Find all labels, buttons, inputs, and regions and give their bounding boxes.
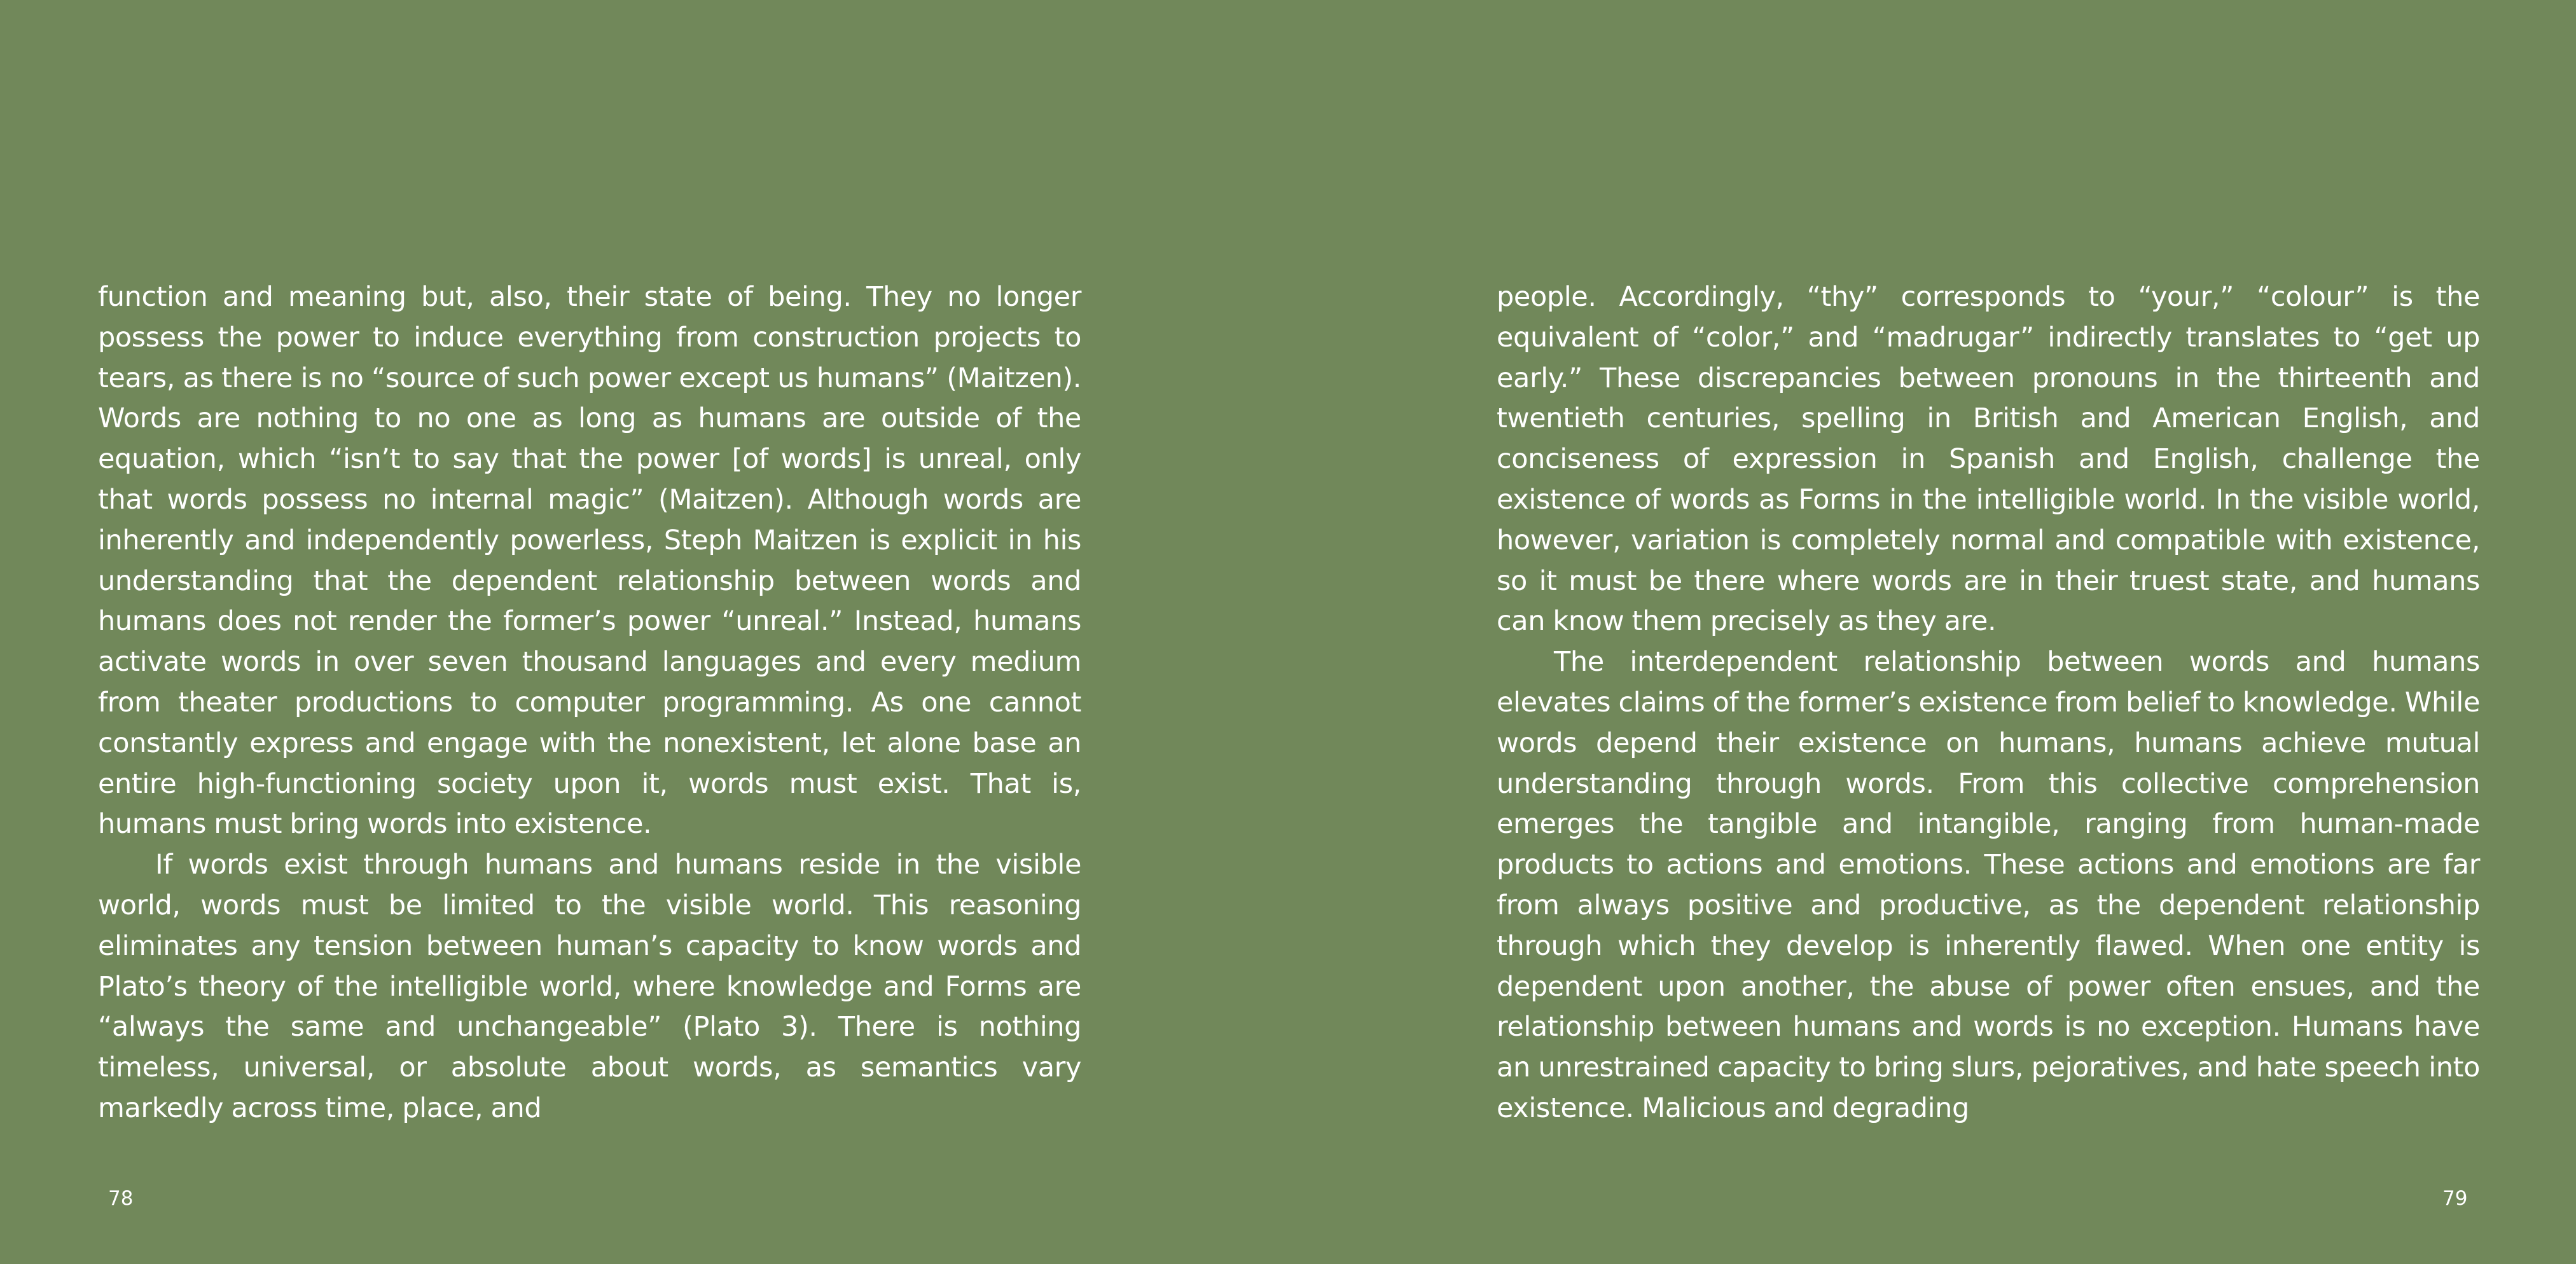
left-page-body: [98, 277, 1081, 1129]
paragraph: The interdependent relationship between words and humans elevates claims of the former’s existence from belief to knowledge. While words depend their existence on humans, humans achieve mutual understanding through words. From this collective comprehension emerges the tangible and intangible, ranging from human-made products to actions and emotions. These actions and emotions are far from always positive and productive, as the dependent relationship through which they develop is inherently flawed. When one entity is dependent upon another, the abuse of power often ensues, and the relationship between humans and words is no exception. Humans have an unrestrained capacity to bring slurs, pejoratives, and hate speech into existence. Malicious and degrading: [1497, 646, 2481, 1124]
page-number: 78: [108, 1187, 134, 1210]
page-number: 79: [2442, 1187, 2468, 1210]
right-page-body: [1497, 277, 2480, 1129]
paragraph: function and meaning but, also, their state of being. They no longer possess the power to induce everything from construction projects to tears, as there is no “source of such power except us humans” (Maitzen). Words are nothing to no one as long as humans are outside of the equation, which “isn’t to say that the power [of words] is unreal, only that words possess no internal magic” (Maitzen). Although words are inherently and independently powerless, Steph Maitzen is explicit in his understanding that the dependent relationship between words and humans does not render the former’s power “unreal.” Instead, humans activate words in over seven thousand languages and every medium from theater productions to computer programming. As one cannot constantly express and engage with the nonexistent, let alone base an entire high-functioning society upon it, words must exist. That is, humans must bring words into existence.: [98, 281, 1081, 841]
paragraph: If words exist through humans and humans reside in the visible world, words must be limited to the visible world. This reasoning eliminates any tension between human’s capacity to know words and Plato’s theory of the intelligible world, where knowledge and Forms are “always the same and unchangeable” (Plato 3). There is nothing timeless, universal, or absolute about words, as semantics vary markedly across time, place, and: [98, 849, 1081, 1124]
right-page: [1288, 0, 2576, 1264]
paragraph: people. Accordingly, “thy” corresponds to “your,” “colour” is the equivalent of “color,” and “madrugar” indirectly translates to “get up early.” These discrepancies between pronouns in the thirteenth and twentieth centuries, spelling in British and American English, and conciseness of expression in Spanish and English, challenge the existence of words as Forms in the intelligible world. In the visible world, however, variation is completely normal and compatible with existence, so it must be there where words are in their truest state, and humans can know them precisely as they are.: [1497, 281, 2480, 638]
